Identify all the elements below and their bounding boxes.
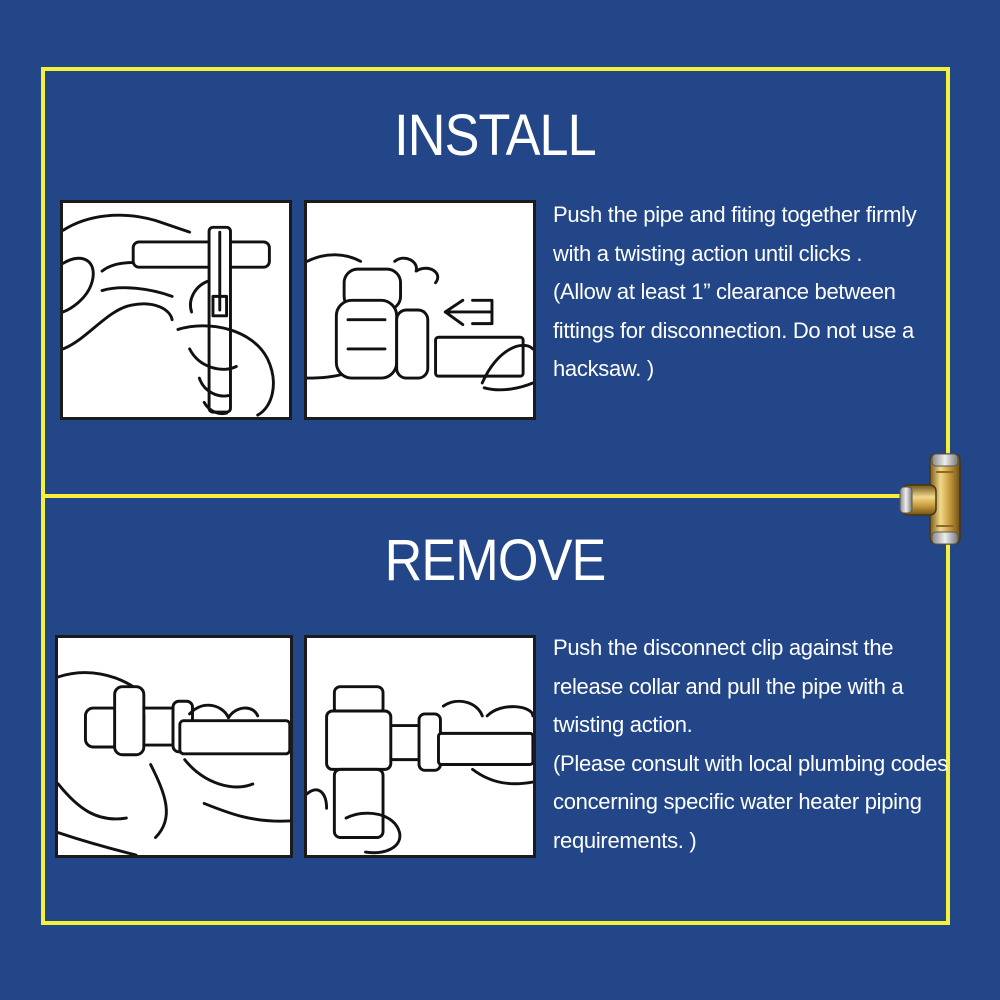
install-instructions: [553, 196, 948, 389]
install-heading: INSTALL: [394, 103, 596, 168]
install-instruction-text: Push the pipe and fiting together firmly with a twisting action until clicks .: [553, 202, 917, 266]
remove-instructions: [553, 629, 948, 860]
pulling-pipe-illustration: [304, 635, 536, 858]
install-note-text: (Allow at least 1” clearance between fittings for disconnection. Do not use a hacksaw. ): [553, 279, 914, 381]
remove-heading: REMOVE: [384, 528, 606, 593]
section-divider: [41, 494, 950, 498]
measuring-pipe-illustration: [60, 200, 292, 420]
brass-tee-fitting-icon: [896, 452, 984, 546]
remove-note-text: (Please consult with local plumbing codes concerning specific water heater piping requirements. ): [553, 750, 948, 853]
remove-instruction-text: Push the disconnect clip against the release collar and pull the pipe with a twisting action.: [553, 635, 904, 737]
pushing-pipe-illustration: [304, 200, 536, 420]
disconnect-clip-illustration: [55, 635, 293, 858]
